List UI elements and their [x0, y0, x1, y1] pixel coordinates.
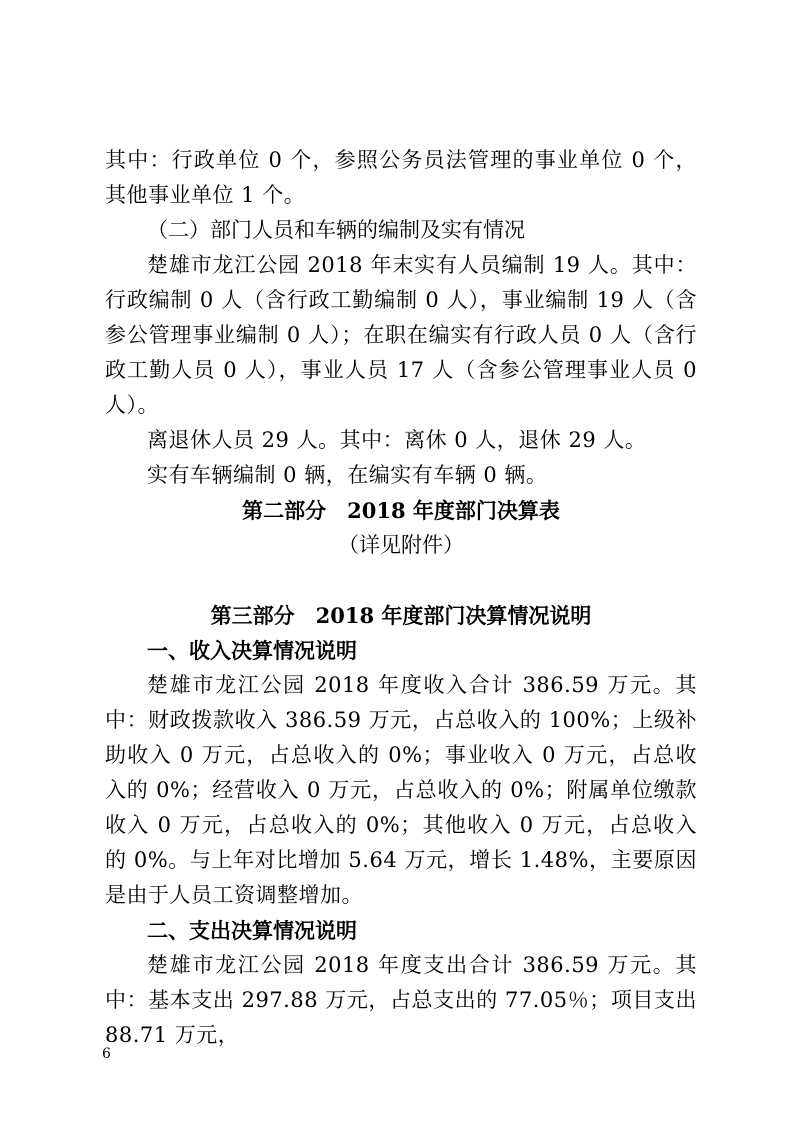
- spacer: [105, 563, 697, 598]
- body-text: [105, 143, 697, 1053]
- section-income-title: 一、收入决算情况说明: [147, 638, 357, 663]
- part2-note: （详见附件）: [338, 533, 464, 557]
- section-income-body: 楚雄市龙江公园 2018 年度收入合计 386.59 万元。其中：财政拨款收入 386.59 万元，占总收入的 100%；上级补助收入 0 万元，占总收入的 0%；事业收入 0 万元，占总收入的 0%；经营收入 0 万元，占总收入的 0%；附属单位缴款收入 0 万元，占总收入的 0%；其他收入 0 万元，占总收入的 0%。与上年对比增加 5.64 万元，增长 1.48%，主要原因是由于人员工资调整增加。: [105, 673, 697, 907]
- page-number: 6: [102, 1046, 111, 1062]
- part2-title: 第二部分 2018 年度部门决算表: [242, 498, 560, 523]
- paragraph-retired: 离退休人员 29 人。其中：离休 0 人，退休 29 人。: [147, 428, 647, 452]
- part3-title: 第三部分 2018 年度部门决算情况说明: [210, 603, 592, 628]
- section-expense-body: 楚雄市龙江公园 2018 年度支出合计 386.59 万元。其中：基本支出 297.88 万元，占总支出的 77.05％；项目支出 88.71 万元，: [105, 953, 697, 1047]
- paragraph-staff: 楚雄市龙江公园 2018 年末实有人员编制 19 人。其中：行政编制 0 人（含行政工勤编制 0 人），事业编制 19 人（含参公管理事业编制 0 人）；在职在编实有行政人员 0 人（含行政工勤人员 0 人），事业人员 17 人（含参公管理事业人员 0 人）。: [105, 253, 697, 417]
- paragraph-unit-count: 其中：行政单位 0 个，参照公务员法管理的事业单位 0 个，其他事业单位 1 个。: [105, 148, 697, 207]
- heading-staff-vehicles: （二）部门人员和车辆的编制及实有情况: [147, 218, 525, 242]
- section-expense-title: 二、支出决算情况说明: [147, 918, 357, 943]
- paragraph-vehicles: 实有车辆编制 0 辆，在编实有车辆 0 辆。: [147, 463, 548, 487]
